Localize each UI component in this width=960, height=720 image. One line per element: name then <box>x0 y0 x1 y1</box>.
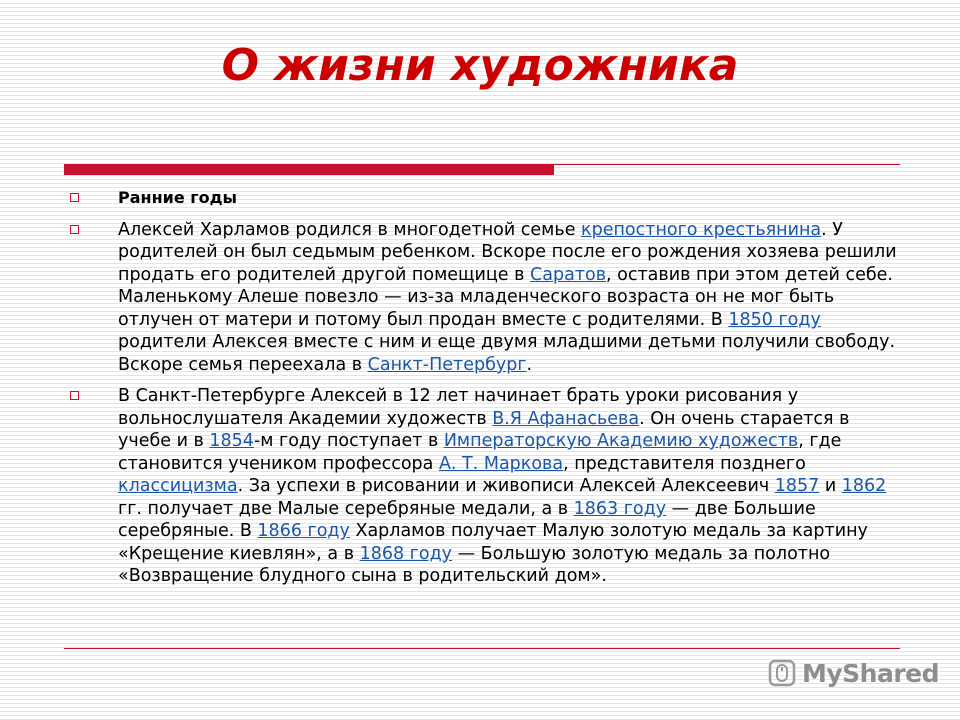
link-1862[interactable]: 1862 <box>841 476 887 496</box>
square-bullet-icon <box>70 193 79 202</box>
footer-divider-line <box>64 648 900 649</box>
text-segment: . <box>526 354 533 375</box>
list-item-early-life <box>68 219 900 377</box>
link-1857[interactable]: 1857 <box>774 476 820 496</box>
text-segment: Алексей Харламов родился в многодетной семье <box>118 219 582 240</box>
square-bullet-icon <box>70 225 79 234</box>
link-imperial-academy[interactable]: Императорскую Академию художеств <box>443 431 799 451</box>
watermark <box>768 656 939 690</box>
link-saratov[interactable]: Саратов <box>530 264 607 285</box>
mouse-icon <box>768 659 796 687</box>
slide-body <box>68 187 900 597</box>
text-segment: В Санкт-Петербурге Алексей в 12 лет начинает брать уроки рисования у вольнослушателя Академии художеств <box>118 386 799 429</box>
text-segment: Харламов получает Малую золотую медаль за картину «Крещение киевлян», а в <box>118 521 868 564</box>
text-segment: гг. получает две Малые серебряные медали, а в <box>118 498 574 519</box>
link-1866[interactable]: 1866 году <box>257 521 350 541</box>
link-1868[interactable]: 1868 году <box>359 543 453 564</box>
list-item-education <box>68 385 900 588</box>
watermark-text: MyShared <box>802 658 940 688</box>
section-heading: Ранние годы <box>118 188 238 207</box>
link-markov[interactable]: А. Т. Маркова <box>438 453 564 474</box>
link-afanasyev[interactable]: В.Я Афанасьева <box>492 408 640 429</box>
text-segment: , представителя позднего <box>563 453 806 474</box>
list-item-heading <box>68 187 900 210</box>
link-1863[interactable]: 1863 году <box>573 498 667 519</box>
title-divider-bar <box>64 165 554 175</box>
slide-title: О жизни художника <box>221 40 739 91</box>
text-segment: — Большую золотую медаль за полотно «Возвращение блудного сына в родительский дом». <box>118 543 831 586</box>
text-segment: и <box>819 476 842 496</box>
link-saint-petersburg[interactable]: Санкт-Петербург <box>367 354 527 375</box>
link-1854[interactable]: 1854 <box>209 431 254 451</box>
text-segment: , оставив при этом детей себе. Маленькому Алеше повезло — из-за младенческого возраста он не мог быть отлучен от матери и потому был продан вместе с родителями. В <box>118 264 893 330</box>
text-segment: -м году поступает в <box>253 431 444 451</box>
square-bullet-icon <box>70 391 79 400</box>
text-segment: . Он очень старается в учебе и в <box>118 408 850 451</box>
text-segment: , где становится учеником профессора <box>118 431 842 474</box>
link-serf-peasant[interactable]: крепостного крестьянина <box>581 219 822 240</box>
link-1850[interactable]: 1850 году <box>728 309 821 330</box>
text-segment: — две Большие серебряные. В <box>118 498 816 541</box>
text-segment: . У родителей он был седьмым ребенком. Вскоре после его рождения хозяева решили продать его родителей другой помещице в <box>118 219 897 285</box>
text-segment: родители Алексея вместе с ним и еще двумя младшими детьми получили свободу. Вскоре семья переехала в <box>118 332 896 375</box>
text-segment: . За успехи в рисовании и живописи Алексей Алексеевич <box>237 476 775 496</box>
link-classicism[interactable]: классицизма <box>118 476 238 496</box>
